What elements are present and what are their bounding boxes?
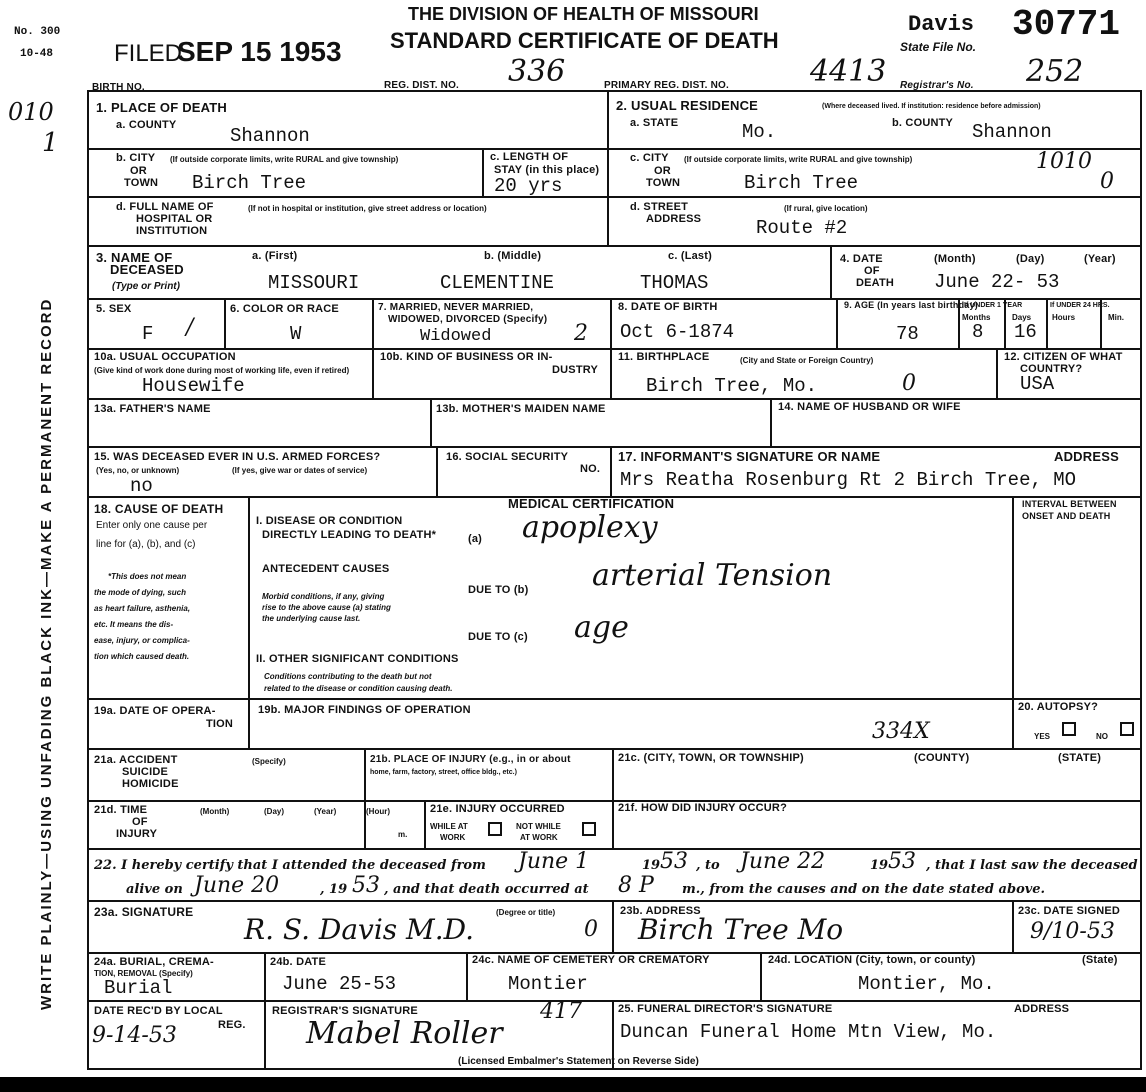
reg-dist-label: REG. DIST. NO. bbox=[384, 80, 460, 91]
father-label: 13a. FATHER'S NAME bbox=[94, 403, 211, 415]
to-year: 53 bbox=[888, 849, 916, 874]
injury-state-label: (STATE) bbox=[1058, 752, 1102, 764]
cemetery: Montier bbox=[508, 973, 588, 995]
autopsy-no-checkbox[interactable] bbox=[1120, 722, 1134, 736]
stay-label-2: STAY (in this place) bbox=[494, 164, 600, 176]
certify-line-1b: , that I last saw the deceased bbox=[926, 858, 1138, 873]
attended-to: June 22 bbox=[740, 849, 826, 874]
day-label: (Day) bbox=[1016, 253, 1045, 265]
disposition: Burial bbox=[104, 977, 173, 999]
death-county: Shannon bbox=[230, 125, 310, 147]
sex: F bbox=[142, 323, 154, 345]
race: W bbox=[290, 323, 302, 345]
street-label: d. STREET bbox=[630, 201, 689, 213]
death-occurred-label: , and that death occurred at bbox=[384, 882, 589, 897]
certify-line-1: 22. I hereby certify that I attended the deceased from bbox=[94, 858, 486, 873]
cemetery-label: 24c. NAME OF CEMETERY OR CREMATORY bbox=[472, 954, 710, 966]
burial-location: Montier, Mo. bbox=[858, 973, 995, 995]
cause-b: arterial Tension bbox=[592, 558, 833, 593]
marital-status: Widowed bbox=[420, 327, 492, 346]
reg-dist-number: 336 bbox=[508, 54, 566, 89]
residence-note: (Where deceased lived. If institution: residence before admission) bbox=[822, 103, 1041, 110]
injury-of-label: OF bbox=[132, 816, 148, 828]
morbid-note-1: Morbid conditions, if any, giving bbox=[262, 592, 385, 601]
cause-note-6: etc. It means the dis- bbox=[94, 620, 174, 629]
operation-date-label: 19a. DATE OF OPERA- bbox=[94, 705, 216, 717]
residence-code-b: 0 bbox=[1100, 169, 1114, 194]
injury-occurred-label: 21e. INJURY OCCURRED bbox=[430, 803, 565, 815]
name-note: (Type or Print) bbox=[112, 281, 180, 292]
sex-mark: / bbox=[186, 315, 194, 340]
physician-signature: R. S. Davis M.D. bbox=[244, 913, 474, 946]
cause-note-7: ease, injury, or complica- bbox=[94, 636, 190, 645]
signature-code: 0 bbox=[584, 917, 598, 942]
death-date: June 22- 53 bbox=[934, 271, 1060, 293]
page-title: STANDARD CERTIFICATE OF DEATH bbox=[390, 28, 779, 53]
injury-place-label: 21b. PLACE OF INJURY (e.g., in or about bbox=[370, 754, 571, 765]
hospital-label-2: HOSPITAL OR bbox=[136, 213, 213, 225]
autopsy-yes-checkbox[interactable] bbox=[1062, 722, 1076, 736]
funeral-director: Duncan Funeral Home Mtn View, Mo. bbox=[620, 1021, 997, 1043]
not-while-label: NOT WHILE bbox=[516, 822, 561, 831]
how-injury-label: 21f. HOW DID INJURY OCCUR? bbox=[618, 802, 787, 814]
name-label: 3. NAME OF bbox=[96, 250, 173, 265]
first-name: MISSOURI bbox=[268, 272, 360, 294]
cause-note-1: Enter only one cause per bbox=[96, 520, 208, 531]
from-year-prefix: 19 bbox=[642, 858, 661, 873]
birth-no-label: BIRTH NO. bbox=[92, 82, 145, 93]
middle-name: CLEMENTINE bbox=[440, 272, 555, 294]
not-at-work-label: AT WORK bbox=[520, 833, 558, 842]
cause-a-label: (a) bbox=[468, 533, 483, 545]
accident-specify: (Specify) bbox=[252, 757, 286, 766]
location-state-label: (State) bbox=[1082, 954, 1118, 966]
death-town-label: TOWN bbox=[124, 177, 159, 189]
received-label: DATE REC'D BY LOCAL bbox=[94, 1005, 223, 1017]
interval-label: INTERVAL BETWEEN bbox=[1022, 499, 1117, 509]
degree-label: (Degree or title) bbox=[496, 908, 556, 917]
signature-label: 23a. SIGNATURE bbox=[94, 905, 194, 919]
occupation: Housewife bbox=[142, 375, 245, 397]
injury-place-note: home, farm, factory, street, office bldg., etc.) bbox=[370, 769, 517, 776]
attended-from: June 1 bbox=[518, 849, 590, 874]
name-label-2: DECEASED bbox=[110, 262, 184, 277]
residence-city-note: (If outside corporate limits, write RURAL and give township) bbox=[684, 155, 913, 164]
from-year: 53 bbox=[660, 849, 688, 874]
alive-date: June 20 bbox=[194, 873, 280, 898]
spouse-label: 14. NAME OF HUSBAND OR WIFE bbox=[778, 401, 961, 413]
marital-label-2: WIDOWED, DIVORCED (Specify) bbox=[388, 314, 548, 325]
due-b-label: DUE TO (b) bbox=[468, 584, 529, 596]
residence-county: Shannon bbox=[972, 121, 1052, 143]
mother-label: 13b. MOTHER'S MAIDEN NAME bbox=[436, 403, 606, 415]
state-file-label: State File No. bbox=[900, 40, 977, 54]
operation-date-label-2: TION bbox=[206, 718, 234, 730]
burial-date-label: 24b. DATE bbox=[270, 956, 326, 968]
injury-year-label: (Year) bbox=[314, 807, 337, 816]
death-time: 8 P bbox=[618, 873, 654, 898]
cause-c: age bbox=[574, 610, 629, 645]
while-at-work-checkbox[interactable] bbox=[488, 822, 502, 836]
cause-note-4: the mode of dying, such bbox=[94, 588, 187, 597]
month-label: (Month) bbox=[934, 253, 976, 265]
last-name: THOMAS bbox=[640, 272, 709, 294]
other-note-2: related to the disease or condition causing death. bbox=[264, 684, 453, 693]
marital-mark: 2 bbox=[574, 321, 588, 346]
hospital-label-3: INSTITUTION bbox=[136, 225, 208, 237]
year-label: (Year) bbox=[1084, 253, 1116, 265]
cause-note-5: as heart failure, asthenia, bbox=[94, 604, 191, 613]
autopsy-yes-label: YES bbox=[1034, 732, 1051, 741]
registrar-label: Registrar's No. bbox=[900, 80, 974, 91]
hospital-label: d. FULL NAME OF bbox=[116, 201, 214, 213]
armed-forces-label: 15. WAS DECEASED EVER IN U.S. ARMED FORCES? bbox=[94, 451, 381, 463]
residence-label: 2. USUAL RESIDENCE bbox=[616, 98, 759, 113]
birthplace: Birch Tree, Mo. bbox=[646, 375, 818, 397]
accident-label: 21a. ACCIDENT bbox=[94, 754, 178, 766]
medical-certification-title: MEDICAL CERTIFICATION bbox=[508, 496, 675, 511]
hospital-note: (If not in hospital or institution, give street address or location) bbox=[248, 204, 487, 213]
street-note: (If rural, give location) bbox=[784, 204, 868, 213]
date-of-birth: Oct 6-1874 bbox=[620, 321, 735, 343]
length-of-stay: 20 yrs bbox=[494, 175, 563, 197]
residence-town-label: TOWN bbox=[646, 177, 681, 189]
disease-label: I. DISEASE OR CONDITION bbox=[256, 515, 403, 527]
alive-year-prefix: , 19 bbox=[320, 882, 348, 897]
while-work-label: WORK bbox=[440, 833, 466, 842]
death-county-label: a. COUNTY bbox=[116, 119, 177, 131]
injury-hour-label: (Hour) bbox=[366, 807, 390, 816]
age-days: 16 bbox=[1014, 321, 1037, 343]
ssn-label-2: NO. bbox=[580, 463, 601, 475]
place-of-death-label: 1. PLACE OF DEATH bbox=[96, 100, 228, 115]
age-label: 9. AGE (In years last birthday) bbox=[844, 300, 978, 310]
to-year-prefix: 19 bbox=[870, 858, 889, 873]
residence-code-a: 1010 bbox=[1036, 149, 1092, 174]
citizen-label: 12. CITIZEN OF WHAT bbox=[1004, 351, 1123, 363]
filed-label: FILED bbox=[114, 40, 183, 67]
citizen-label-2: COUNTRY? bbox=[1020, 363, 1083, 375]
informant: Mrs Reatha Rosenburg Rt 2 Birch Tree, MO bbox=[620, 469, 1077, 491]
under-24-label: If UNDER 24 HRS. bbox=[1050, 302, 1110, 309]
street-address-label: ADDRESS bbox=[646, 213, 702, 225]
physician-address: Birch Tree Mo bbox=[638, 913, 844, 946]
county-stamp: Davis bbox=[908, 12, 975, 37]
form-number: No. 300 bbox=[14, 26, 61, 38]
morbid-note-2: rise to the above cause (a) stating bbox=[262, 603, 391, 612]
injury-day-label: (Day) bbox=[264, 807, 285, 816]
physician-address-label: 23b. ADDRESS bbox=[620, 905, 701, 917]
filed-date: SEP 15 1953 bbox=[177, 36, 342, 67]
occupation-label: 10a. USUAL OCCUPATION bbox=[94, 351, 236, 363]
death-city: Birch Tree bbox=[192, 172, 307, 194]
death-date-label: 4. DATE bbox=[840, 253, 883, 265]
dob-label: 8. DATE OF BIRTH bbox=[618, 301, 718, 313]
informant-address-label: ADDRESS bbox=[1054, 449, 1119, 464]
death-or-label: OR bbox=[130, 165, 147, 177]
injury-county-label: (COUNTY) bbox=[914, 752, 970, 764]
funeral-address-label: ADDRESS bbox=[1014, 1003, 1070, 1015]
injury-injury-label: INJURY bbox=[116, 828, 158, 840]
race-label: 6. COLOR OR RACE bbox=[230, 303, 339, 315]
days-label: Days bbox=[1012, 313, 1032, 322]
birthplace-note: (City and State or Foreign Country) bbox=[740, 356, 874, 365]
age-months: 8 bbox=[972, 321, 984, 343]
burial-label-2: TION, REMOVAL (Specify) bbox=[94, 969, 193, 978]
minutes-label: Min. bbox=[1108, 313, 1124, 322]
armed-forces-note-2: (If yes, give war or dates of service) bbox=[232, 466, 368, 475]
state-file-number: 30771 bbox=[1012, 4, 1121, 45]
date-signed: 9/10-53 bbox=[1030, 919, 1115, 944]
certify-line-2b: m., from the causes and on the date stated above. bbox=[682, 882, 1046, 897]
registrar-number: 252 bbox=[1026, 54, 1084, 89]
alive-year: 53 bbox=[352, 873, 380, 898]
registrar-signature-label: REGISTRAR'S SIGNATURE bbox=[272, 1005, 418, 1017]
location-label: 24d. LOCATION (City, town, or county) bbox=[768, 954, 976, 966]
death-date-label-3: DEATH bbox=[856, 277, 895, 289]
marital-label: 7. MARRIED, NEVER MARRIED, bbox=[378, 302, 534, 313]
cause-note-3: *This does not mean bbox=[108, 572, 187, 581]
date-received: 9-14-53 bbox=[92, 1023, 177, 1048]
date-signed-label: 23c. DATE SIGNED bbox=[1018, 905, 1121, 917]
morbid-note-3: the underlying cause last. bbox=[262, 614, 361, 623]
alive-label: alive on bbox=[126, 882, 183, 897]
cause-a: apoplexy bbox=[522, 510, 658, 545]
not-at-work-checkbox[interactable] bbox=[582, 822, 596, 836]
injury-m-label: m. bbox=[398, 830, 408, 839]
division-title: THE DIVISION OF HEALTH OF MISSOURI bbox=[408, 4, 759, 24]
due-c-label: DUE TO (c) bbox=[468, 631, 528, 643]
autopsy-label: 20. AUTOPSY? bbox=[1018, 701, 1099, 713]
residence-or-label: OR bbox=[654, 165, 671, 177]
homicide-label: HOMICIDE bbox=[122, 778, 179, 790]
form-date: 10-48 bbox=[20, 48, 54, 60]
last-name-label: c. (Last) bbox=[668, 250, 712, 262]
business-label-2: DUSTRY bbox=[552, 364, 599, 376]
findings-code: 334X bbox=[872, 719, 930, 744]
cause-note-8: tion which caused death. bbox=[94, 652, 190, 661]
findings-label: 19b. MAJOR FINDINGS OF OPERATION bbox=[258, 704, 471, 716]
birthplace-code: 0 bbox=[902, 371, 916, 396]
reverse-note: (Licensed Embalmer's Statement on Reverse Side) bbox=[458, 1056, 699, 1067]
autopsy-no-label: NO bbox=[1096, 732, 1108, 741]
registrar-code: 417 bbox=[540, 999, 582, 1024]
age: 78 bbox=[896, 323, 919, 345]
stay-label: c. LENGTH OF bbox=[490, 151, 569, 163]
burial-date: June 25-53 bbox=[282, 973, 397, 995]
death-city-note: (If outside corporate limits, write RURAL and give township) bbox=[170, 155, 399, 164]
injury-city-label: 21c. (CITY, TOWN, OR TOWNSHIP) bbox=[618, 752, 804, 764]
occupation-note: (Give kind of work done during most of working life, even if retired) bbox=[94, 366, 350, 375]
residence-city-label: c. CITY bbox=[630, 152, 669, 164]
ssn-label: 16. SOCIAL SECURITY bbox=[446, 451, 569, 463]
primary-reg-number: 4413 bbox=[810, 54, 887, 89]
received-reg-label: REG. bbox=[218, 1019, 246, 1031]
citizenship: USA bbox=[1020, 373, 1055, 395]
while-at-work-label: WHILE AT bbox=[430, 822, 468, 831]
under-1-label: If UNDER 1 YEAR bbox=[964, 302, 1023, 309]
burial-label: 24a. BURIAL, CREMA- bbox=[94, 956, 214, 968]
interval-label-2: ONSET AND DEATH bbox=[1022, 511, 1111, 521]
birthplace-label: 11. BIRTHPLACE bbox=[618, 351, 710, 363]
residence-state-label: a. STATE bbox=[630, 117, 679, 129]
primary-reg-label: PRIMARY REG. DIST. NO. bbox=[604, 80, 729, 91]
injury-month-label: (Month) bbox=[200, 807, 230, 816]
margin-code-2: 1 bbox=[42, 128, 59, 158]
suicide-label: SUICIDE bbox=[122, 766, 169, 778]
to-label: , to bbox=[696, 858, 720, 873]
armed-forces-note: (Yes, no, or unknown) bbox=[96, 466, 180, 475]
registrar-signature: Mabel Roller bbox=[306, 1016, 503, 1051]
sex-label: 5. SEX bbox=[96, 303, 132, 315]
residence-county-label: b. COUNTY bbox=[892, 117, 954, 129]
armed-forces: no bbox=[130, 475, 153, 497]
injury-time-label: 21d. TIME bbox=[94, 804, 148, 816]
death-city-label: b. CITY bbox=[116, 152, 156, 164]
business-label: 10b. KIND OF BUSINESS OR IN- bbox=[380, 351, 553, 363]
street-address: Route #2 bbox=[756, 217, 848, 239]
residence-city: Birch Tree bbox=[744, 172, 859, 194]
hours-label: Hours bbox=[1052, 313, 1076, 322]
months-label: Months bbox=[962, 313, 991, 322]
other-note-1: Conditions contributing to the death but not bbox=[264, 672, 432, 681]
antecedent-label: ANTECEDENT CAUSES bbox=[262, 563, 390, 575]
scan-border bbox=[0, 1077, 1146, 1092]
first-name-label: a. (First) bbox=[252, 250, 298, 262]
funeral-director-label: 25. FUNERAL DIRECTOR'S SIGNATURE bbox=[618, 1003, 833, 1015]
other-conditions-label: II. OTHER SIGNIFICANT CONDITIONS bbox=[256, 653, 459, 665]
informant-label: 17. INFORMANT'S SIGNATURE OR NAME bbox=[618, 449, 881, 464]
cause-label: 18. CAUSE OF DEATH bbox=[94, 502, 224, 516]
residence-state: Mo. bbox=[742, 121, 777, 143]
death-date-label-2: OF bbox=[864, 265, 880, 277]
disease-label-2: DIRECTLY LEADING TO DEATH* bbox=[262, 529, 437, 541]
cause-note-2: line for (a), (b), and (c) bbox=[96, 539, 196, 550]
margin-code-1: 010 bbox=[8, 98, 54, 126]
side-instruction: WRITE PLAINLY—USING UNFADING BLACK INK—MAKE A PERMANENT RECORD bbox=[38, 297, 55, 1010]
middle-name-label: b. (Middle) bbox=[484, 250, 542, 262]
